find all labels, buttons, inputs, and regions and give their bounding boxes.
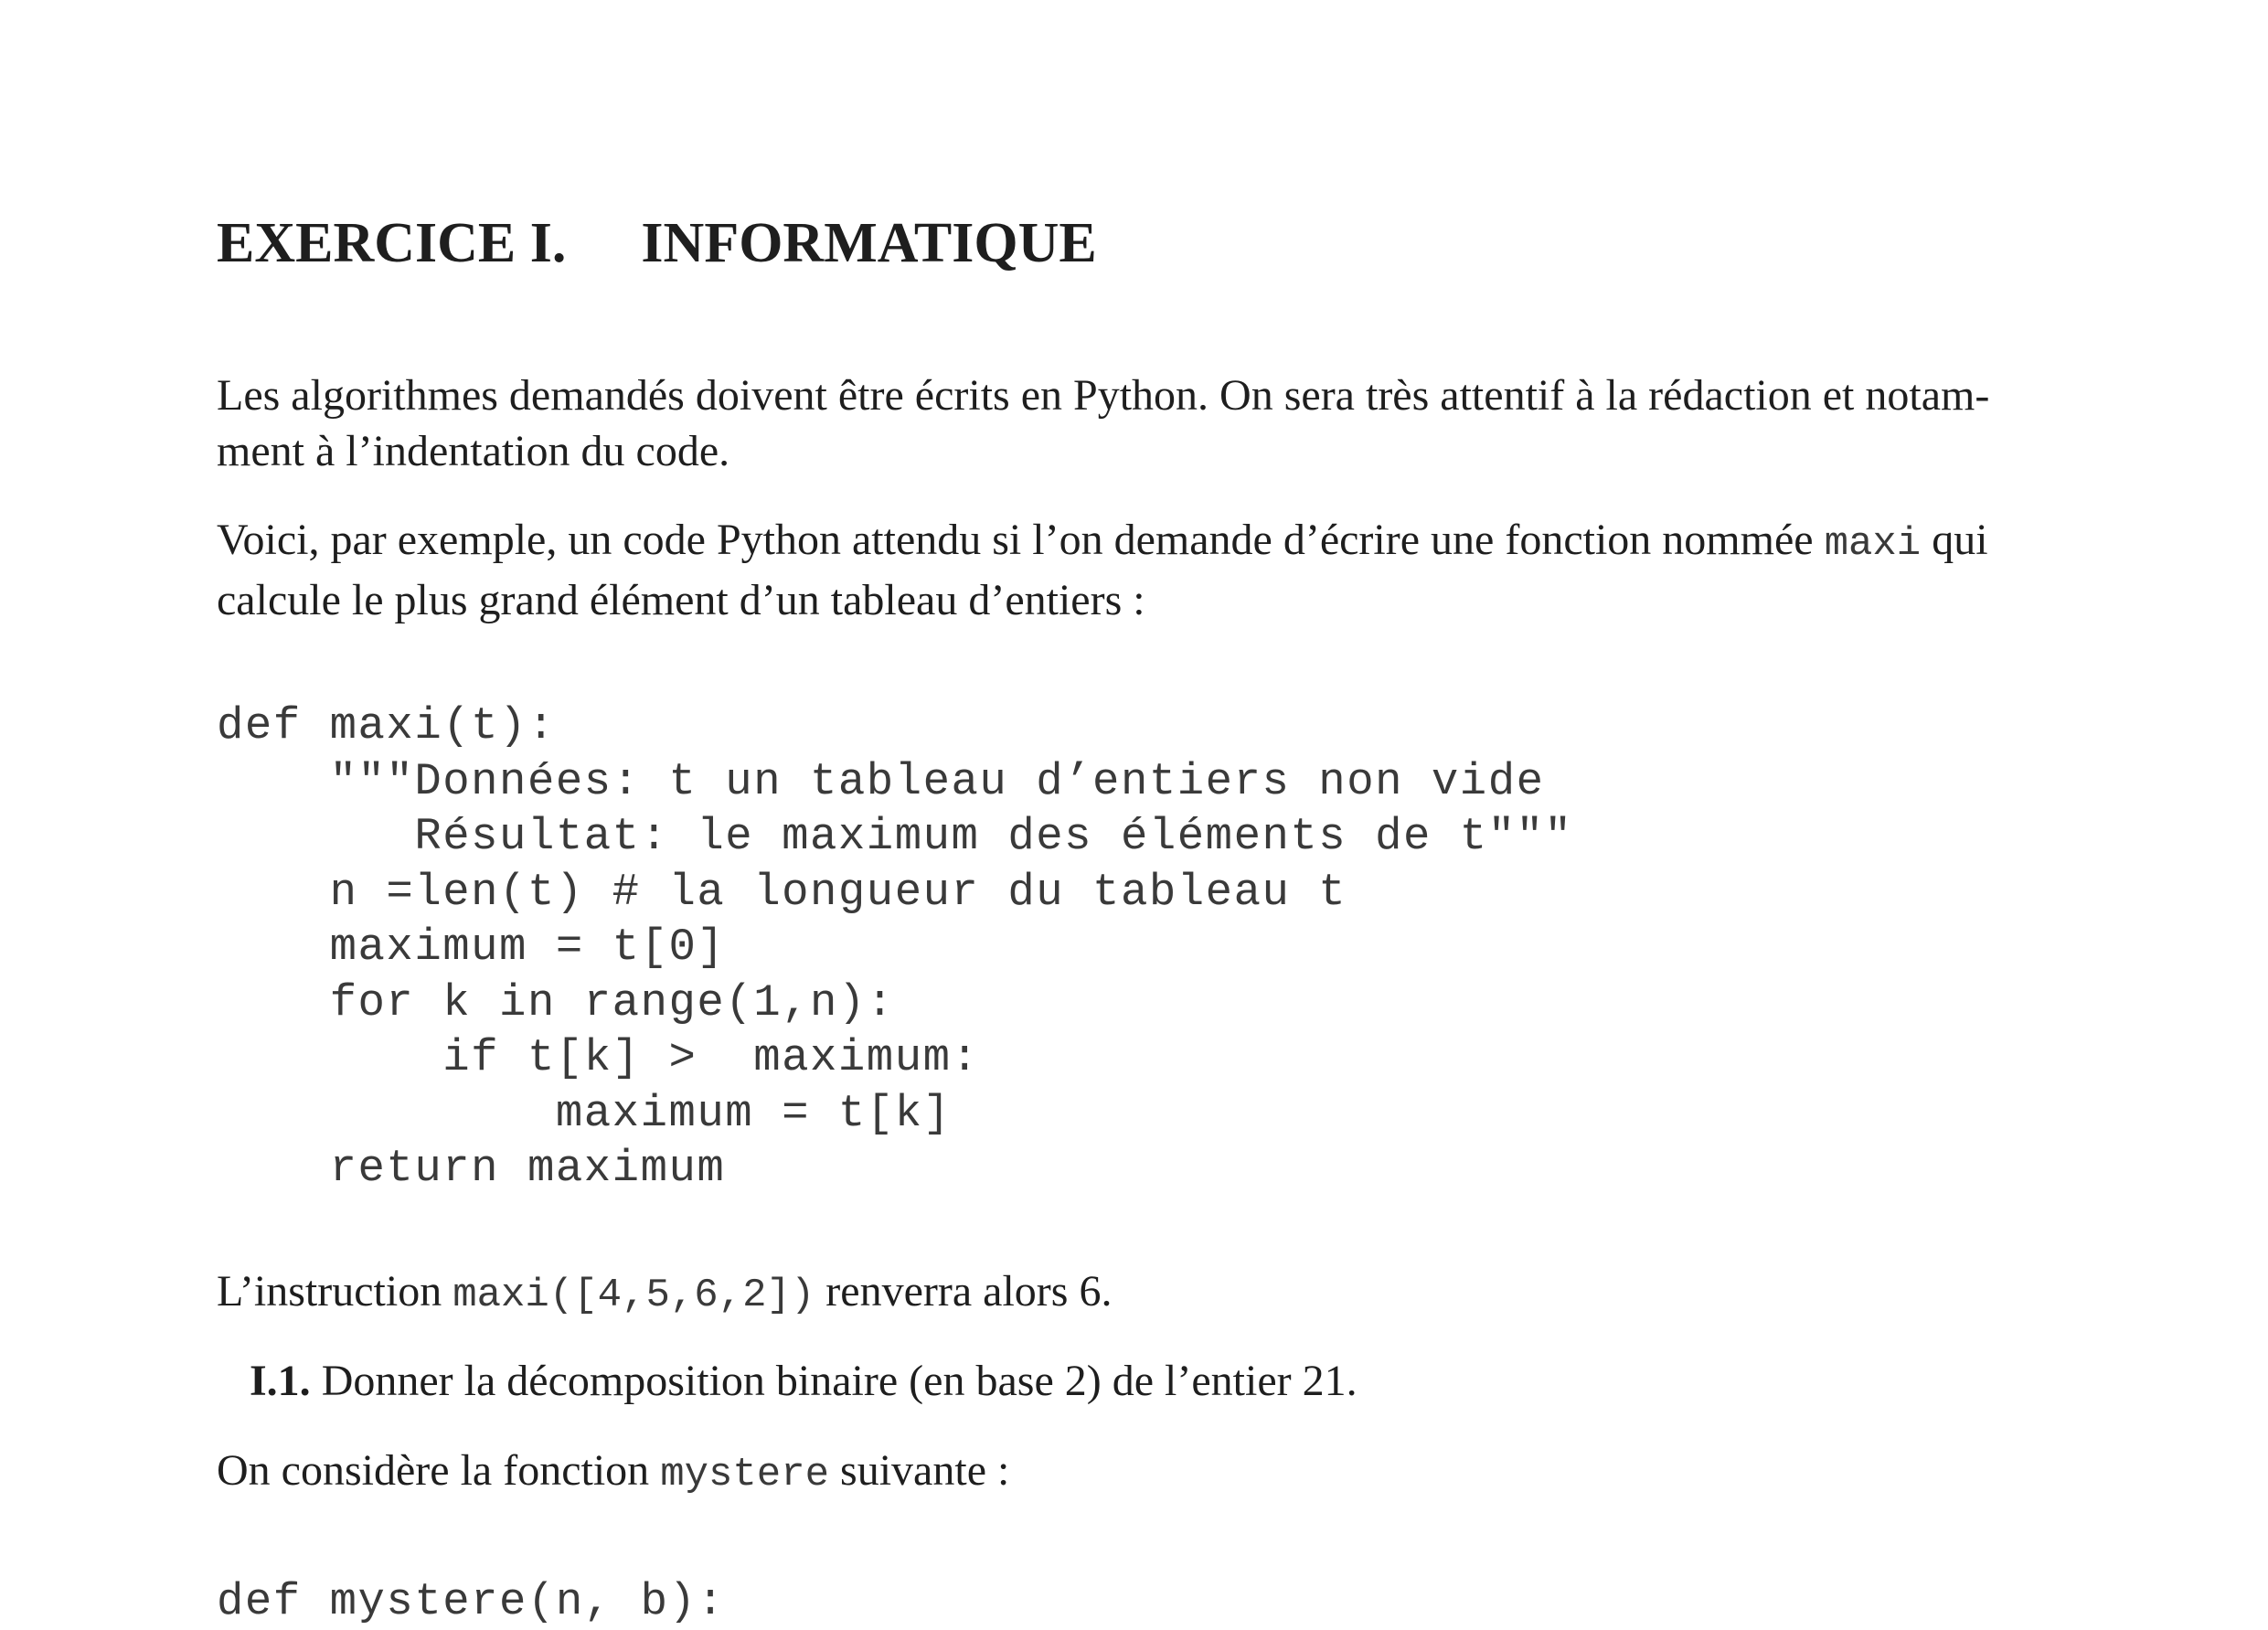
result-text-part1: L’instruction (217, 1267, 453, 1316)
code-line: maximum = t[0] (217, 922, 726, 973)
code-block-maxi (217, 698, 1572, 1197)
code-line: def maxi(t): (217, 700, 556, 751)
code-line: if t[k] > maximum: (217, 1032, 980, 1083)
intro-line-2: ment à l’indentation du code. (217, 427, 730, 475)
exercise-number: EXERCICE I. (217, 212, 567, 274)
inline-code-mystere: mystere (660, 1452, 830, 1497)
code-line: def mystere(n, b): (217, 1576, 726, 1627)
code-line: return maximum (217, 1143, 726, 1194)
mystere-paragraph (217, 1443, 2063, 1503)
result-text-part2: renverra alors 6. (815, 1267, 1113, 1316)
mystere-text-part2: suivante : (829, 1446, 1010, 1495)
code-line: for k in range(1,n): (217, 976, 895, 1028)
inline-code-maxi: maxi (1824, 521, 1922, 567)
exercise-heading (217, 207, 1097, 280)
code-line: maximum = t[k] (217, 1087, 952, 1139)
example-text-line2: calcule le plus grand élément d’un tableau d’entiers : (217, 576, 1145, 624)
exercise-title: INFORMATIQUE (641, 212, 1097, 274)
example-paragraph (217, 512, 2063, 628)
example-text-part2: qui (1921, 516, 1988, 564)
intro-line-1: Les algorithmes demandés doivent être écrits en Python. On sera très attentif à la rédaction et notam- (217, 371, 1990, 420)
example-text-part1: Voici, par exemple, un code Python attendu si l’on demande d’écrire une fonction nommée (217, 516, 1825, 564)
code-block-mystere (217, 1574, 725, 1630)
mystere-text-part1: On considère la fonction (217, 1446, 661, 1495)
inline-code-maxi-call: maxi([4,5,6,2]) (453, 1273, 815, 1318)
question-1-text: Donner la décomposition binaire (en base 2) de l’entier 21. (310, 1357, 1358, 1405)
intro-paragraph (217, 368, 2063, 479)
result-paragraph (217, 1263, 2063, 1324)
code-line: Résultat: le maximum des éléments de t""" (217, 811, 1573, 862)
code-line: """Données: t un tableau d’entiers non vide (217, 755, 1545, 807)
question-1-number: I.1. (250, 1357, 311, 1405)
question-1 (250, 1353, 2096, 1409)
code-line: n =len(t) # la longueur du tableau t (217, 866, 1347, 918)
